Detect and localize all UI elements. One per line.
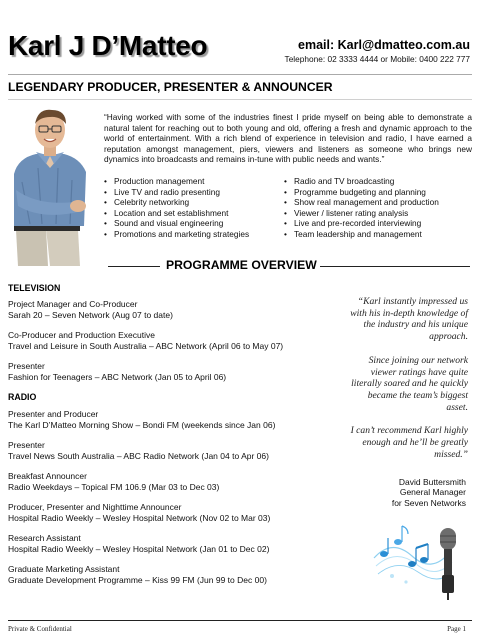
testimonial-paragraph: I can’t recommend Karl highly enough and he’ll be greatly missed.” — [350, 425, 468, 460]
entry-role: Presenter — [8, 361, 45, 371]
list-item — [8, 440, 269, 462]
entry-role: Graduate Marketing Assistant — [8, 564, 120, 574]
category-radio: RADIO — [8, 392, 37, 402]
header-divider — [8, 74, 472, 75]
list-item — [8, 361, 226, 383]
list-item: • Location and set establishment — [104, 208, 284, 219]
list-item: • Team leadership and management — [284, 229, 474, 240]
testimonial-attribution — [392, 477, 466, 508]
heading-rule-left — [108, 266, 160, 267]
entry-detail: Sarah 20 – Seven Network (Aug 07 to date) — [8, 310, 173, 320]
list-item — [8, 533, 269, 555]
subtitle-divider — [8, 99, 472, 100]
referee-company: for Seven Networks — [391, 497, 466, 508]
entry-detail: Radio Weekdays – Topical FM 106.9 (Mar 03 to Dec 03) — [8, 482, 220, 492]
email-line[interactable]: email: Karl@dmatteo.com.au — [298, 38, 470, 52]
footer-page-number: Page 1 — [447, 625, 466, 633]
list-item — [8, 299, 173, 321]
list-item — [8, 564, 267, 586]
personal-statement: “Having worked with some of the industries finest I pride myself on being able to demonstrate a natural talent for reaching out to both young and old, offering a fresh and dynamic approach to the world of entertainment. With a rich blend of experience in television and radio, I have earned a reputation amongst management, piers, viewers and listeners as someone who brings new dynamics into broadcasts and remains in-tune with public needs and wants.” — [104, 112, 472, 165]
professional-title: LEGENDARY PRODUCER, PRESENTER & ANNOUNCER — [8, 80, 333, 94]
list-item: • Promotions and marketing strategies — [104, 229, 284, 240]
list-item — [8, 409, 275, 431]
category-television: TELEVISION — [8, 283, 61, 293]
testimonial-paragraph: Since joining our network viewer ratings have quite literally soared and he quickly became the team’s biggest asset. — [351, 354, 468, 413]
list-item: • Production management — [104, 176, 284, 187]
footer-divider — [8, 620, 472, 621]
entry-role: Co-Producer and Production Executive — [8, 330, 155, 340]
entry-role: Breakfast Announcer — [8, 471, 87, 481]
testimonial-paragraph: “Karl instantly impressed us with his in-depth knowledge of the industry and his unique approach. — [350, 296, 468, 343]
list-item: • Live TV and radio presenting — [104, 187, 284, 198]
section-heading-programme — [0, 258, 480, 274]
music-microphone-icon — [372, 518, 468, 600]
list-item: • Celebrity networking — [104, 197, 284, 208]
list-item — [8, 502, 270, 524]
entry-role: Presenter and Producer — [8, 409, 99, 419]
contact-block — [285, 38, 470, 64]
section-title: PROGRAMME OVERVIEW — [166, 258, 317, 272]
list-item: • Show real management and production — [284, 197, 474, 208]
entry-role: Presenter — [8, 440, 45, 450]
skills-list-left — [104, 176, 284, 240]
list-item: • Viewer / listener rating analysis — [284, 208, 474, 219]
entry-role: Producer, Presenter and Nighttime Announcer — [8, 502, 182, 512]
referee-name: David Buttersmith — [398, 477, 466, 487]
skills-list-right — [284, 176, 474, 240]
list-item — [8, 330, 283, 352]
entry-detail: Travel and Leisure in South Australia – ABC Network (April 06 to May 07) — [8, 341, 284, 351]
list-item: • Programme budgeting and planning — [284, 187, 474, 198]
entry-detail: Hospital Radio Weekly – Wesley Hospital Network (Nov 02 to Mar 03) — [8, 513, 271, 523]
phone-line: Telephone: 02 3333 4444 or Mobile: 0400 222 777 — [284, 54, 470, 64]
entry-detail: Travel News South Australia – ABC Radio Network (Jan 04 to Apr 06) — [8, 451, 269, 461]
list-item: • Live and pre-recorded interviewing — [284, 218, 474, 229]
entry-detail: Hospital Radio Weekly – Wesley Hospital Network (Jan 01 to Dec 02) — [8, 544, 270, 554]
list-item: • Radio and TV broadcasting — [284, 176, 474, 187]
portrait-photo — [8, 102, 102, 266]
testimonial-quote — [346, 296, 468, 472]
heading-rule-right — [320, 266, 470, 267]
list-item — [8, 471, 219, 493]
entry-detail: The Karl D’Matteo Morning Show – Bondi FM (weekends since Jan 06) — [8, 420, 276, 430]
entry-role: Research Assistant — [8, 533, 81, 543]
referee-title: General Manager — [399, 487, 466, 498]
entry-detail: Fashion for Teenagers – ABC Network (Jan 05 to April 06) — [8, 372, 227, 382]
list-item: • Sound and visual engineering — [104, 218, 284, 229]
footer-confidential: Private & Confidential — [8, 625, 72, 633]
entry-role: Project Manager and Co-Producer — [8, 299, 138, 309]
candidate-name: Karl J D’Matteo — [8, 30, 208, 61]
entry-detail: Graduate Development Programme – Kiss 99 FM (Jun 99 to Dec 00) — [8, 575, 267, 585]
